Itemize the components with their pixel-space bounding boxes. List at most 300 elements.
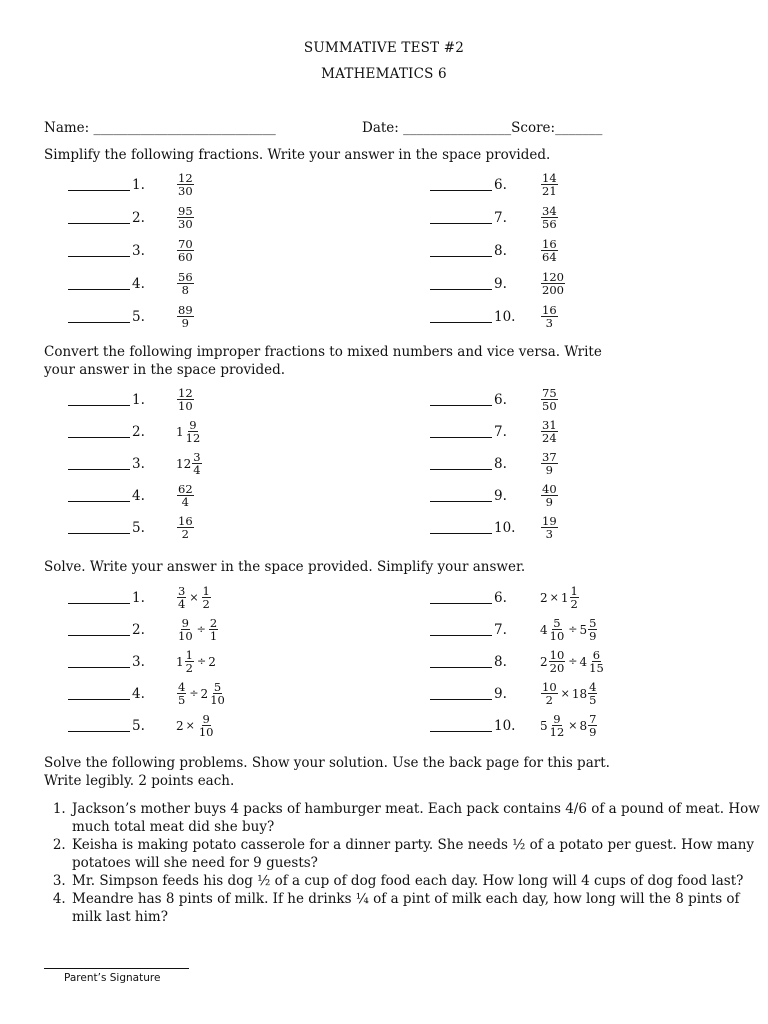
answer-blank[interactable] (68, 591, 130, 604)
test-item (430, 304, 559, 329)
denominator: 2 (185, 661, 193, 675)
denominator: 3 (545, 527, 553, 541)
fraction (177, 238, 194, 263)
fraction (177, 205, 194, 230)
test-item (68, 515, 195, 540)
question (176, 681, 227, 706)
test-item (430, 681, 598, 706)
question (540, 172, 559, 197)
test-item (430, 238, 559, 263)
section4-instruction-line1: Solve the following problems. Show your solution. Use the back page for this part. (44, 755, 610, 771)
denominator: 10 (178, 629, 193, 643)
test-item (68, 304, 195, 329)
numerator: 34 (542, 204, 557, 218)
numerator: 16 (542, 237, 557, 251)
test-item (430, 419, 559, 444)
expression-part (540, 713, 566, 738)
question (540, 585, 580, 610)
answer-blank[interactable] (430, 244, 492, 257)
denominator: 2 (202, 597, 210, 611)
item-number: 7. (494, 209, 507, 226)
section4-instruction-line2: Write legibly. 2 points each. (44, 773, 235, 789)
denominator: 9 (589, 629, 597, 643)
expression-part (187, 591, 200, 604)
whole-number: 1 (560, 590, 569, 605)
numerator: 2 (209, 616, 218, 630)
question (540, 713, 598, 738)
whole-number: 12 (176, 456, 192, 471)
denominator: 5 (178, 693, 186, 707)
operator: ÷ (196, 655, 207, 668)
test-item (68, 419, 202, 444)
numerator: 89 (178, 303, 193, 317)
answer-blank[interactable] (430, 211, 492, 224)
expression-part (208, 655, 216, 669)
whole-number: 1 (176, 654, 184, 669)
item-number: 6. (494, 589, 507, 606)
question (540, 304, 559, 329)
date-blank: ________________ (403, 120, 512, 136)
fraction (177, 515, 194, 540)
item-number: 3. (132, 242, 145, 259)
fraction (541, 451, 558, 476)
item-number: 2. (132, 209, 145, 226)
denominator: 4 (181, 495, 189, 509)
expression-part (566, 719, 579, 732)
denominator: 30 (178, 217, 193, 231)
numerator: 5 (213, 680, 222, 694)
answer-blank[interactable] (68, 457, 130, 470)
question (540, 681, 598, 706)
word-problems (26, 800, 760, 926)
numerator: 70 (178, 237, 193, 251)
denominator: 10 (178, 399, 193, 413)
test-item (430, 387, 559, 412)
numerator: 6 (592, 648, 601, 662)
answer-blank[interactable] (68, 178, 130, 191)
question (176, 713, 216, 738)
numerator: 9 (553, 712, 561, 726)
fraction (549, 649, 566, 674)
answer-blank[interactable] (430, 457, 492, 470)
whole-number: 2 (176, 718, 184, 733)
answer-blank[interactable] (430, 655, 492, 668)
item-number: 6. (494, 176, 507, 193)
section2-instruction-line1: Convert the following improper fractions to mixed numbers and vice versa. Write (44, 344, 602, 360)
test-item (430, 515, 559, 540)
operator: ÷ (196, 623, 206, 636)
score-blank: _______ (555, 120, 603, 136)
fraction (588, 617, 597, 642)
item-number: 7. (494, 423, 507, 440)
numerator: 1 (570, 584, 578, 598)
fraction (541, 419, 558, 444)
test-item (430, 617, 598, 642)
numerator: 9 (202, 712, 210, 726)
question (176, 205, 195, 230)
denominator: 4 (178, 597, 186, 611)
denominator: 21 (542, 184, 557, 198)
answer-blank[interactable] (430, 521, 492, 534)
test-item (430, 713, 598, 738)
whole-number: 5 (579, 622, 588, 637)
numerator: 40 (542, 482, 557, 496)
expression-part (195, 655, 208, 668)
question (540, 387, 559, 412)
expression-part (572, 681, 599, 706)
denominator: 9 (181, 316, 189, 330)
fraction (541, 483, 558, 508)
denominator: 9 (589, 725, 597, 739)
test-item (68, 172, 195, 197)
test-item (68, 713, 216, 738)
answer-blank[interactable] (430, 687, 492, 700)
signature-label: Parent’s Signature (64, 972, 161, 984)
question (176, 238, 195, 263)
numerator: 1 (185, 648, 193, 662)
fraction (549, 713, 566, 738)
test-item (68, 271, 195, 296)
numerator: 7 (589, 712, 597, 726)
denominator: 24 (542, 431, 557, 445)
answer-blank[interactable] (430, 623, 492, 636)
answer-blank[interactable] (68, 393, 130, 406)
item-number: 7. (494, 621, 507, 638)
denominator: 56 (542, 217, 557, 231)
item-number: 5. (132, 717, 145, 734)
expression-part (176, 585, 187, 610)
score-label: Score: (511, 120, 556, 136)
denominator: 10 (210, 693, 225, 707)
item-number: 10. (494, 308, 516, 325)
item-number: 2. (132, 423, 145, 440)
expression-part (184, 719, 197, 732)
answer-blank[interactable] (68, 244, 130, 257)
denominator: 2 (545, 693, 553, 707)
denominator: 9 (545, 495, 553, 509)
problem-item: 4. Meandre has 8 pints of milk. If he drinks ¼ of a pint of milk each day, how long will the 8 pints of milk last him? (70, 890, 760, 926)
question (176, 451, 203, 476)
name-label: Name: (44, 120, 90, 136)
problem-item: 1. Jackson’s mother buys 4 packs of hamburger meat. Each pack contains 4/6 of a pound of meat. How much total meat did she buy? (70, 800, 760, 836)
fraction (541, 304, 558, 329)
denominator: 10 (198, 725, 214, 739)
question (176, 387, 195, 412)
operator: ÷ (189, 687, 199, 700)
item-number: 10. (494, 519, 516, 536)
numerator: 4 (178, 680, 186, 694)
item-number: 1. (132, 589, 145, 606)
numerator: 3 (193, 450, 201, 464)
item-number: 5. (132, 519, 145, 536)
denominator: 30 (178, 184, 193, 198)
answer-blank[interactable] (68, 277, 130, 290)
numerator: 16 (178, 514, 193, 528)
question (540, 515, 559, 540)
signature-line[interactable] (44, 968, 189, 969)
denominator: 2 (181, 527, 189, 541)
answer-blank[interactable] (68, 489, 130, 502)
fraction (541, 205, 558, 230)
operator: ÷ (568, 623, 578, 636)
fraction (177, 681, 186, 706)
whole-number: 18 (571, 686, 588, 701)
item-number: 4. (132, 685, 145, 702)
test-item (430, 205, 559, 230)
question (540, 483, 559, 508)
question (176, 585, 212, 610)
question (540, 238, 559, 263)
numerator: 62 (178, 482, 193, 496)
question (540, 271, 566, 296)
question (540, 617, 598, 642)
whole-number: 2 (540, 590, 548, 605)
question (176, 172, 195, 197)
fraction (177, 172, 194, 197)
numerator: 75 (542, 386, 557, 400)
whole-number: 4 (579, 654, 588, 669)
operator: ÷ (568, 655, 578, 668)
numerator: 12 (178, 386, 193, 400)
item-number: 9. (494, 685, 507, 702)
answer-blank[interactable] (430, 178, 492, 191)
denominator: 50 (542, 399, 557, 413)
whole-number: 2 (200, 686, 209, 701)
numerator: 37 (542, 450, 557, 464)
numerator: 31 (542, 418, 557, 432)
denominator: 8 (181, 283, 189, 297)
test-item (68, 681, 227, 706)
denominator: 12 (185, 431, 201, 445)
fraction (177, 585, 186, 610)
test-item (68, 205, 195, 230)
whole-number: 2 (540, 654, 548, 669)
expression-part (176, 681, 187, 706)
fraction (177, 271, 194, 296)
fraction (177, 483, 194, 508)
fraction (209, 617, 218, 642)
fraction (541, 387, 558, 412)
numerator: 14 (542, 171, 557, 185)
fraction (177, 617, 194, 642)
denominator: 20 (549, 661, 565, 675)
fraction (177, 304, 194, 329)
item-number: 1. (132, 176, 145, 193)
problem-item: 3. Mr. Simpson feeds his dog ½ of a cup of dog food each day. How long will 4 cups of dog food last? (70, 872, 760, 890)
test-item (68, 387, 195, 412)
test-title: SUMMATIVE TEST #2 (303, 40, 465, 56)
expression-part (559, 687, 572, 700)
expression-part (187, 687, 200, 700)
numerator: 9 (181, 616, 189, 630)
denominator: 2 (570, 597, 578, 611)
question (540, 419, 559, 444)
test-item (430, 172, 559, 197)
expression-part (201, 585, 212, 610)
answer-blank[interactable] (430, 719, 492, 732)
expression-part (176, 617, 195, 642)
whole-number: 8 (579, 718, 588, 733)
expression-part (540, 617, 566, 642)
item-number: 8. (494, 455, 507, 472)
operator: × (568, 719, 578, 732)
expression-part (580, 713, 599, 738)
answer-blank[interactable] (68, 655, 130, 668)
section1-instruction: Simplify the following fractions. Write your answer in the space provided. (44, 147, 551, 163)
question (176, 649, 216, 674)
name-blank: ___________________________ (93, 120, 276, 136)
answer-blank[interactable] (430, 489, 492, 502)
numerator: 95 (178, 204, 193, 218)
section2-instruction-line2: your answer in the space provided. (44, 362, 286, 378)
question (176, 515, 195, 540)
numerator: 16 (542, 303, 557, 317)
fraction (588, 649, 605, 674)
whole-number: 5 (540, 718, 548, 733)
fraction (541, 271, 565, 296)
expression-part (197, 713, 216, 738)
test-item (430, 585, 580, 610)
numerator: 9 (189, 418, 197, 432)
expression-part (566, 623, 579, 636)
denominator: 60 (178, 250, 193, 264)
fraction (588, 681, 597, 706)
section3-instruction: Solve. Write your answer in the space provided. Simplify your answer. (44, 559, 526, 575)
answer-blank[interactable] (68, 719, 130, 732)
date-label: Date: (362, 120, 399, 136)
numerator: 19 (542, 514, 557, 528)
test-item (430, 649, 606, 674)
fraction (541, 238, 558, 263)
item-number: 3. (132, 455, 145, 472)
whole-number: 2 (208, 654, 216, 669)
question (176, 419, 202, 444)
fraction (192, 451, 201, 476)
expression-part (208, 617, 219, 642)
item-number: 4. (132, 487, 145, 504)
subject-title: MATHEMATICS 6 (321, 66, 447, 82)
denominator: 4 (193, 463, 201, 477)
answer-blank[interactable] (68, 310, 130, 323)
denominator: 5 (589, 693, 597, 707)
test-item (68, 483, 195, 508)
question (540, 451, 559, 476)
expression-part (176, 719, 184, 733)
item-number: 4. (132, 275, 145, 292)
test-item (68, 617, 219, 642)
expression-part (195, 623, 208, 636)
answer-blank[interactable] (68, 425, 130, 438)
item-number: 10. (494, 717, 516, 734)
answer-blank[interactable] (68, 521, 130, 534)
expression-part (561, 585, 580, 610)
test-item (430, 271, 566, 296)
whole-number: 4 (540, 622, 548, 637)
question (176, 271, 195, 296)
answer-blank[interactable] (430, 425, 492, 438)
denominator: 10 (549, 629, 565, 643)
problem-item: 2. Keisha is making potato casserole for a dinner party. She needs ½ of a potato per guest. How many potatoes will she need for 9 guests? (70, 836, 760, 872)
fraction (177, 387, 194, 412)
fraction (588, 713, 597, 738)
name-field[interactable] (44, 120, 276, 136)
item-number: 8. (494, 653, 507, 670)
denominator: 1 (209, 629, 218, 643)
expression-part (540, 681, 559, 706)
fraction (541, 681, 558, 706)
numerator: 3 (178, 584, 186, 598)
denominator: 3 (545, 316, 553, 330)
test-item (68, 585, 212, 610)
answer-blank[interactable] (430, 277, 492, 290)
numerator: 5 (553, 616, 561, 630)
test-item (68, 649, 216, 674)
fraction (185, 649, 194, 674)
expression-part (540, 649, 566, 674)
expression-part (566, 655, 579, 668)
fraction (185, 419, 202, 444)
denominator: 15 (589, 661, 604, 675)
item-number: 9. (494, 275, 507, 292)
numerator: 10 (542, 680, 557, 694)
item-number: 6. (494, 391, 507, 408)
fraction (209, 681, 226, 706)
fraction (541, 515, 558, 540)
denominator: 200 (542, 283, 564, 297)
question (540, 649, 606, 674)
denominator: 12 (549, 725, 565, 739)
numerator: 5 (589, 616, 597, 630)
question (540, 205, 559, 230)
denominator: 9 (545, 463, 553, 477)
expression-part (548, 591, 561, 604)
item-number: 5. (132, 308, 145, 325)
answer-blank[interactable] (68, 623, 130, 636)
question (176, 304, 195, 329)
item-number: 8. (494, 242, 507, 259)
item-number: 3. (132, 653, 145, 670)
answer-blank[interactable] (430, 591, 492, 604)
fraction (549, 617, 566, 642)
numerator: 120 (542, 270, 564, 284)
operator: × (189, 591, 199, 604)
expression-part (176, 649, 195, 674)
answer-blank[interactable] (430, 393, 492, 406)
fraction (541, 172, 558, 197)
operator: × (560, 687, 570, 700)
whole-number: 1 (176, 424, 184, 439)
fraction (570, 585, 579, 610)
test-item (68, 451, 203, 476)
numerator: 12 (178, 171, 193, 185)
numerator: 10 (549, 648, 565, 662)
answer-blank[interactable] (68, 211, 130, 224)
numerator: 4 (589, 680, 597, 694)
question (176, 617, 219, 642)
date-score-field[interactable] (362, 120, 602, 136)
numerator: 56 (178, 270, 193, 284)
test-item (430, 483, 559, 508)
question (176, 483, 195, 508)
item-number: 2. (132, 621, 145, 638)
expression-part (201, 681, 227, 706)
answer-blank[interactable] (68, 687, 130, 700)
operator: × (185, 719, 195, 732)
fraction (198, 713, 215, 738)
test-item (68, 238, 195, 263)
expression-part (540, 591, 548, 605)
answer-blank[interactable] (430, 310, 492, 323)
